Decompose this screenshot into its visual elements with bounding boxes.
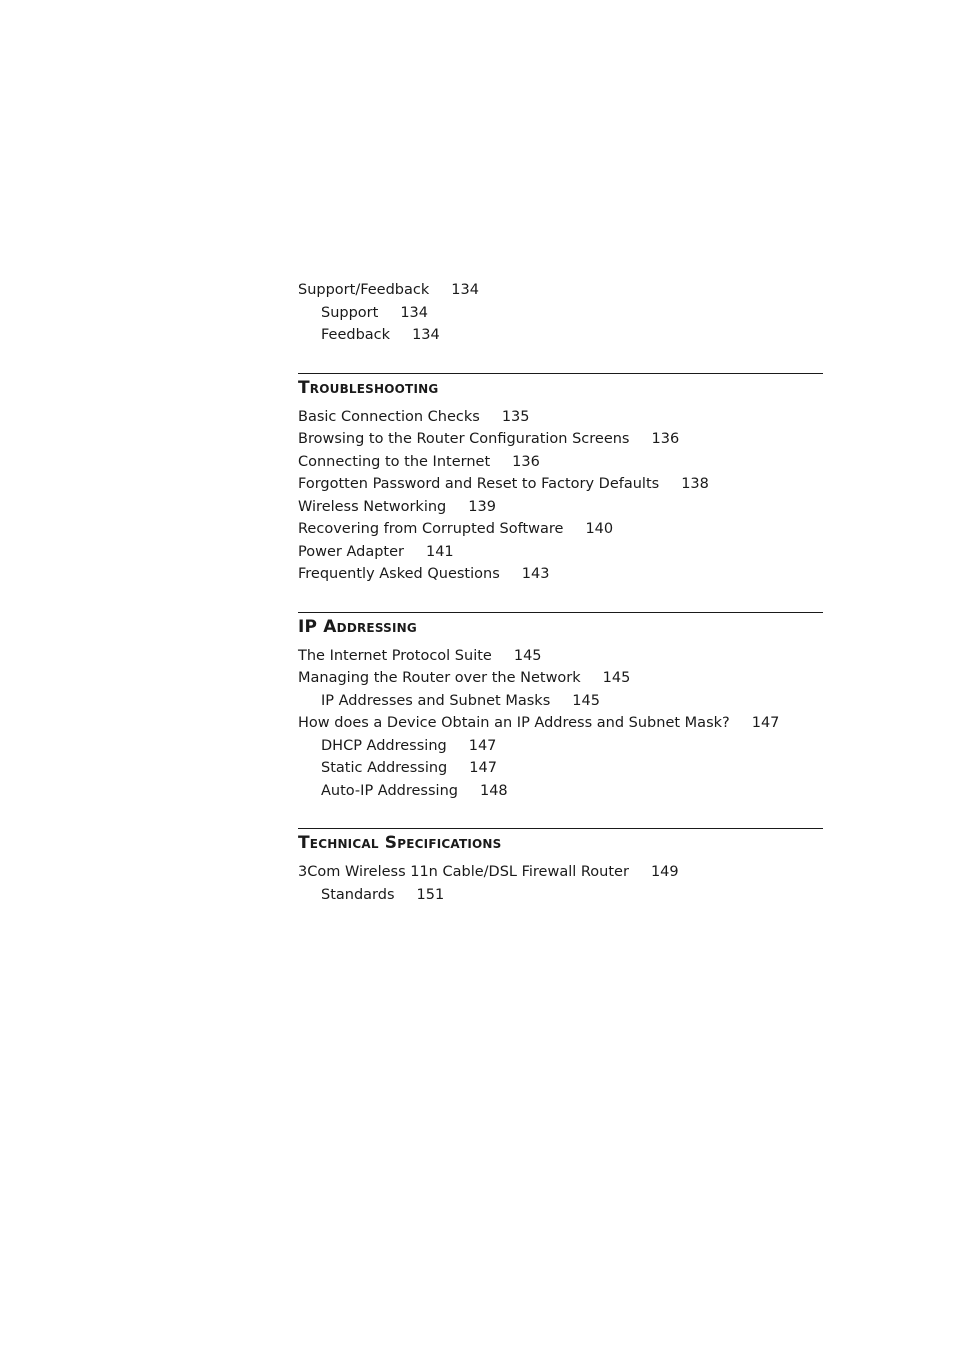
toc-sub-entry[interactable] [298,735,823,758]
toc-entry-title: Static Addressing [321,760,448,776]
toc-entry-title: Basic Connection Checks [298,408,480,425]
toc-entry-page: 147 [468,737,497,754]
toc-sub-entry[interactable] [298,757,823,780]
toc-entry-page: 147 [469,760,497,776]
toc-sub-entry[interactable] [298,884,823,907]
toc-entry-feedback[interactable] [298,324,823,347]
toc-entry-title: Support/Feedback [298,282,430,298]
table-of-contents [298,279,823,906]
toc-entry[interactable] [298,473,823,496]
toc-entry[interactable] [298,451,823,474]
toc-entry[interactable] [298,861,823,884]
toc-entry-title: Wireless Networking [298,498,447,515]
toc-entry[interactable] [298,712,823,735]
toc-entry-title: Standards [321,886,395,903]
toc-entry-page: 145 [572,692,600,709]
toc-entry-support[interactable] [298,302,823,325]
toc-entry-page: 149 [650,864,679,880]
toc-entry[interactable] [298,645,823,668]
chapter-troubleshooting [298,373,823,586]
toc-entry-title: Managing the Router over the Network [298,670,581,686]
toc-entry[interactable] [298,406,823,429]
chapter-title[interactable]: Technical Specifications [298,833,502,853]
toc-entry-page: 135 [501,408,530,425]
toc-entry[interactable] [298,518,823,541]
toc-entry[interactable] [298,667,823,690]
toc-entry-title: DHCP Addressing [321,737,447,754]
toc-entry-page: 136 [512,453,540,470]
toc-entry-page: 145 [513,647,542,664]
toc-entry-title: Auto-IP Addressing [321,782,458,799]
toc-sub-entry[interactable] [298,690,823,713]
toc-entry-page: 141 [425,543,454,560]
intro-section [298,279,823,347]
toc-entry-page: 147 [751,715,780,731]
toc-entry-page: 134 [400,304,429,321]
toc-entry-page: 134 [451,282,479,298]
toc-entry-title: Recovering from Corrupted Software [298,521,564,537]
toc-entry-page: 134 [412,327,440,343]
toc-entry[interactable] [298,428,823,451]
toc-entry-page: 143 [521,566,550,582]
toc-entry-title: Feedback [321,327,391,343]
chapter-ip-addressing [298,612,823,803]
toc-entry[interactable] [298,563,823,586]
toc-entry-title: Connecting to the Internet [298,453,491,470]
toc-entry-page: 136 [651,431,680,447]
toc-entry[interactable] [298,496,823,519]
toc-entry-page: 151 [416,886,445,903]
toc-entry-title: How does a Device Obtain an IP Address and Subnet Mask? [298,715,730,731]
toc-entry-page: 140 [585,521,614,537]
toc-entry-page: 148 [479,782,508,799]
toc-entry-title: The Internet Protocol Suite [298,647,492,664]
toc-entry-page: 139 [468,498,496,515]
toc-entry-page: 138 [681,476,709,492]
toc-sub-entry[interactable] [298,780,823,803]
toc-entry-title: Power Adapter [298,543,404,560]
chapter-technical-specifications [298,828,823,906]
toc-entry-title: Support [321,304,379,321]
toc-entry-title: IP Addresses and Subnet Masks [321,692,551,709]
toc-entry-page: 145 [602,670,631,686]
toc-entry-title: Frequently Asked Questions [298,566,500,582]
chapter-title[interactable]: Troubleshooting [298,377,439,398]
toc-entry-title: Forgotten Password and Reset to Factory Defaults [298,476,660,492]
toc-entry-title: 3Com Wireless 11n Cable/DSL Firewall Router [298,864,629,880]
toc-entry[interactable] [298,541,823,564]
toc-entry-title: Browsing to the Router Configuration Screens [298,431,630,447]
chapter-title[interactable]: IP Addressing [298,616,417,637]
toc-entry-support-feedback[interactable] [298,279,823,302]
